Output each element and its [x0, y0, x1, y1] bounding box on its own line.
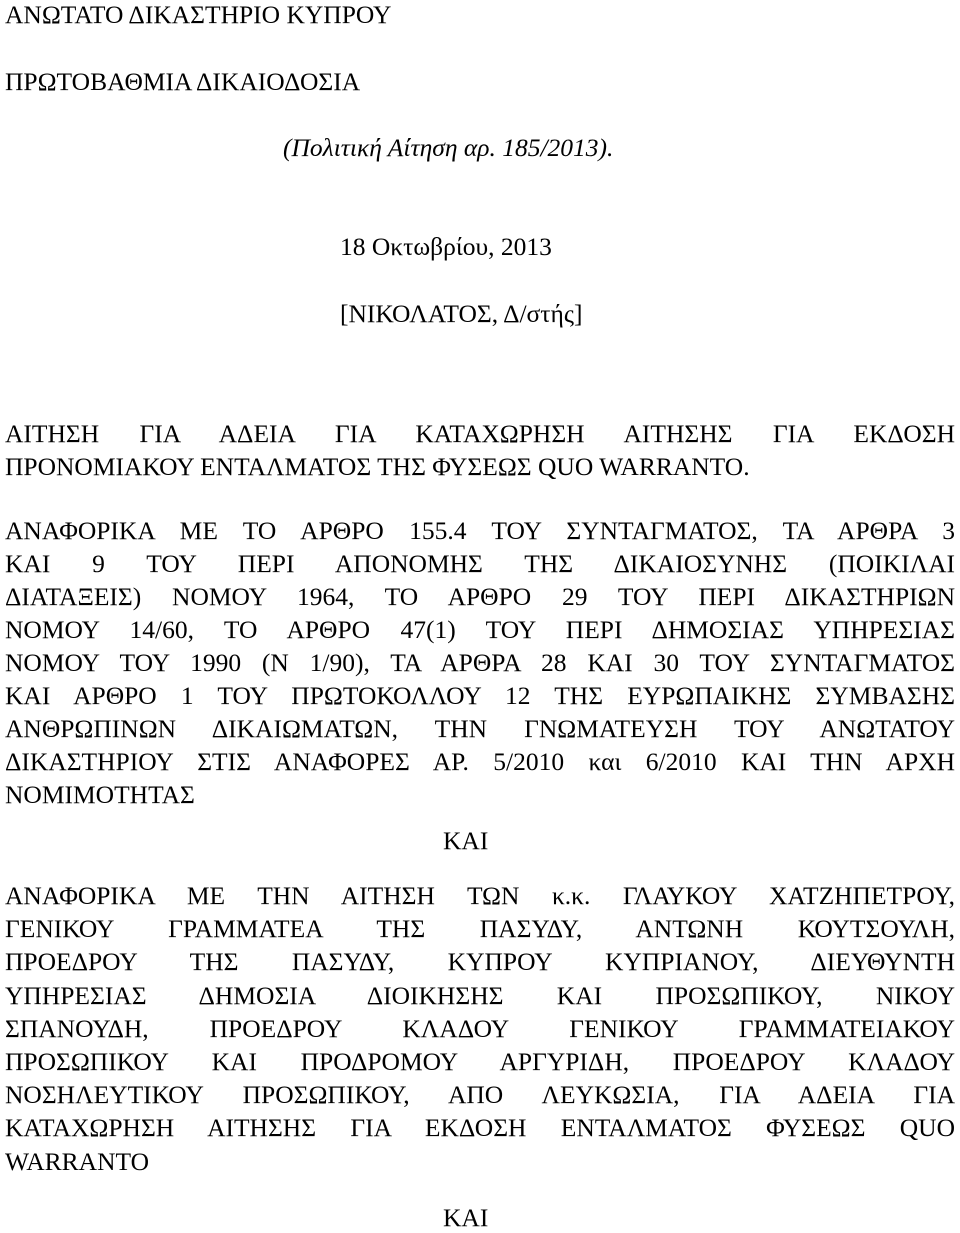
text-line: ΠΡΟΕΔΡΟΥ ΤΗΣ ΠΑΣΥΔΥ, ΚΥΠΡΟΥ ΚΥΠΡΙΑΝΟΥ, ΔΙΕΥΘΥΝΤΗ: [5, 947, 955, 977]
text-line: ΑΝΘΡΩΠΙΝΩΝ ΔΙΚΑΙΩΜΑΤΩΝ, ΤΗΝ ΓΝΩΜΑΤΕΥΣΗ ΤΟΥ ΑΝΩΤΑΤΟΥ: [5, 714, 955, 743]
text-line: ΝΟΜΟΥ ΤΟΥ 1990 (Ν 1/90), ΤΑ ΑΡΘΡΑ 28 ΚΑΙ 30 ΤΟΥ ΣΥΝΤΑΓΜΑΤΟΣ: [5, 648, 955, 677]
text-line: ΝΟΣΗΛΕΥΤΙΚΟΥ ΠΡΟΣΩΠΙΚΟΥ, ΑΠΟ ΛΕΥΚΩΣΙΑ, ΓΙΑ ΑΔΕΙΑ ΓΙΑ: [5, 1080, 955, 1110]
judgment-date: 18 Οκτωβρίου, 2013: [340, 232, 552, 261]
text-line: WARRANTO: [5, 1146, 150, 1176]
text-line: ΝΟΜΟΥ 14/60, ΤΟ ΑΡΘΡΟ 47(1) ΤΟΥ ΠΕΡΙ ΔΗΜΟΣΙΑΣ ΥΠΗΡΕΣΙΑΣ: [5, 615, 955, 644]
jurisdiction: ΠΡΩΤΟΒΑΘΜΙΑ ΔΙΚΑΙΟΔΟΣΙΑ: [5, 67, 361, 96]
judge: [ΝΙΚΟΛΑΤΟΣ, Δ/στής]: [340, 299, 583, 328]
court-name: ΑΝΩΤΑΤΟ ΔΙΚΑΣΤΗΡΙΟ ΚΥΠΡΟΥ: [5, 0, 392, 29]
text-line: ΑΙΤΗΣΗ ΓΙΑ ΑΔΕΙΑ ΓΙΑ ΚΑΤΑΧΩΡΗΣΗ ΑΙΤΗΣΗΣ ΓΙΑ ΕΚΔΟΣΗ: [5, 419, 955, 448]
text-line: ΑΝΑΦΟΡΙΚΑ ΜΕ ΤΟ ΑΡΘΡΟ 155.4 ΤΟΥ ΣΥΝΤΑΓΜΑΤΟΣ, ΤΑ ΑΡΘΡΑ 3: [5, 516, 955, 545]
text-line: ΝΟΜΙΜΟΤΗΤΑΣ: [5, 780, 195, 809]
text-line: ΚΑΤΑΧΩΡΗΣΗ ΑΙΤΗΣΗΣ ΓΙΑ ΕΚΔΟΣΗ ΕΝΤΑΛΜΑΤΟΣ ΦΥΣΕΩΣ QUO: [5, 1113, 955, 1143]
text-line: ΔΙΚΑΣΤΗΡΙΟΥ ΣΤΙΣ ΑΝΑΦΟΡΕΣ ΑΡ. 5/2010 και 6/2010 ΚΑΙ ΤΗΝ ΑΡΧΗ: [5, 747, 955, 776]
text-line: ΓΕΝΙΚΟΥ ΓΡΑΜΜΑΤΕΑ ΤΗΣ ΠΑΣΥΔΥ, ΑΝΤΩΝΗ ΚΟΥΤΣΟΥΛΗ,: [5, 914, 955, 944]
case-reference: (Πολιτική Αίτηση αρ. 185/2013).: [283, 133, 614, 162]
text-line: ΚΑΙ 9 ΤΟΥ ΠΕΡΙ ΑΠΟΝΟΜΗΣ ΤΗΣ ΔΙΚΑΙΟΣΥΝΗΣ (ΠΟΙΚΙΛΑΙ: [5, 549, 955, 578]
text-line: ΥΠΗΡΕΣΙΑΣ ΔΗΜΟΣΙΑ ΔΙΟΙΚΗΣΗΣ ΚΑΙ ΠΡΟΣΩΠΙΚΟΥ, ΝΙΚΟΥ: [5, 980, 955, 1010]
and-separator: ΚΑΙ: [443, 1203, 489, 1232]
text-line: ΚΑΙ ΑΡΘΡΟ 1 ΤΟΥ ΠΡΩΤΟΚΟΛΛΟΥ 12 ΤΗΣ ΕΥΡΩΠΑΙΚΗΣ ΣΥΜΒΑΣΗΣ: [5, 681, 955, 710]
text-line: ΣΠΑΝΟΥΔΗ, ΠΡΟΕΔΡΟΥ ΚΛΑΔΟΥ ΓΕΝΙΚΟΥ ΓΡΑΜΜΑΤΕΙΑΚΟΥ: [5, 1013, 955, 1043]
text-line: ΔΙΑΤΑΞΕΙΣ) ΝΟΜΟΥ 1964, ΤΟ ΑΡΘΡΟ 29 ΤΟΥ ΠΕΡΙ ΔΙΚΑΣΤΗΡΙΩΝ: [5, 582, 955, 611]
text-line: ΑΝΑΦΟΡΙΚΑ ΜΕ ΤΗΝ ΑΙΤΗΣΗ ΤΩΝ κ.κ. ΓΛΑΥΚΟΥ ΧΑΤΖΗΠΕΤΡΟΥ,: [5, 881, 955, 910]
text-line: ΠΡΟΣΩΠΙΚΟΥ ΚΑΙ ΠΡΟΔΡΟΜΟΥ ΑΡΓΥΡΙΔΗ, ΠΡΟΕΔΡΟΥ ΚΛΑΔΟΥ: [5, 1047, 955, 1076]
and-separator: ΚΑΙ: [443, 826, 489, 855]
text-line: ΠΡΟΝΟΜΙΑΚΟΥ ΕΝΤΑΛΜΑΤΟΣ ΤΗΣ ΦΥΣΕΩΣ QUO WARRANTO.: [5, 452, 750, 481]
